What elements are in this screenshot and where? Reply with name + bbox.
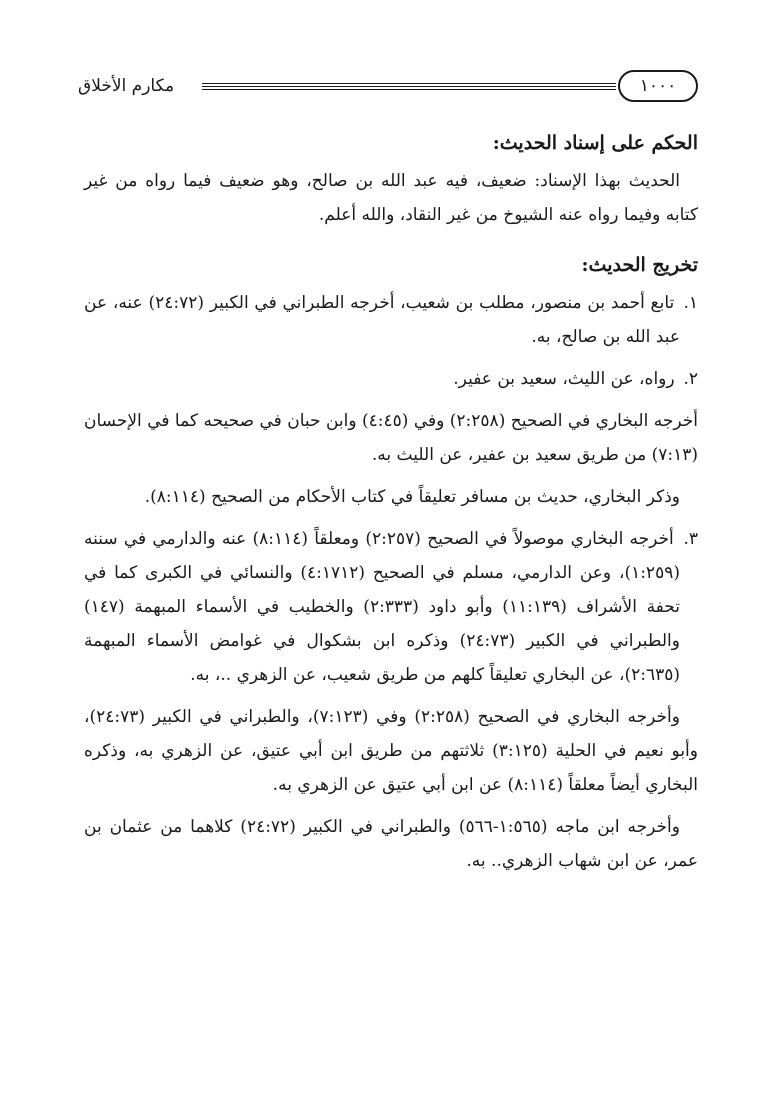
list-item-3 — [84, 522, 698, 692]
paragraph-bukhari-taliq: وذكر البخاري، حديث بن مسافر تعليقاً في كتاب الأحكام من الصحيح (٨:١١٤). — [144, 487, 680, 507]
paragraph-bukhari-ibn-hibban: أخرجه البخاري في الصحيح (٢:٢٥٨) وفي (٤:٤٥) وابن حبان في صحيحه كما في الإحسان (٧:١٣) من طريق سعيد بن عفير، عن الليث به. — [84, 411, 699, 465]
list-number: ١. — [683, 293, 698, 313]
heading-ruling: الحكم على إسناد الحديث: — [492, 132, 698, 154]
page-number: ١٠٠٠ — [618, 70, 698, 102]
list-item-text: أخرجه البخاري موصولاً في الصحيح (٢:٢٥٧) ومعلقاً (٨:١١٤) عنه والدارمي في سننه (١:٢٥٩)، وعن الدارمي، مسلم في الصحيح (٤:١٧١٢) والنسائي في الكبرى كما في تحفة الأشراف (١١:١٣٩) وأبو داود (٢:٣٣٣) والخطيب في الأسماء المبهمة (١٤٧) والطبراني في الكبير (٢٤:٧٣) وذكره ابن بشكوال في غوامض الأسماء المبهمة (٢:٦٣٥)، عن البخاري تعليقاً كلهم من طريق شعيب، عن الزهري ..، به. — [84, 529, 680, 685]
list-number: ٢. — [683, 369, 698, 389]
page-content — [84, 118, 698, 886]
running-header — [78, 70, 698, 106]
heading-takhrij: تخريج الحديث: — [581, 254, 698, 276]
list-item-2 — [84, 362, 698, 396]
list-item-1 — [84, 286, 698, 354]
paragraph-ibn-majah: وأخرجه ابن ماجه (١:٥٦٥-٥٦٦) والطبراني في الكبير (٢٤:٧٢) كلاهما من عثمان بن عمر، عن ابن شهاب الزهري.. به. — [84, 817, 698, 871]
ruling-paragraph: الحديث بهذا الإسناد: ضعيف، فيه عبد الله بن صالح، وهو ضعيف فيما رواه من غير كتابه وفيما رواه عنه الشيوخ من غير النقاد، والله أعلم. — [84, 171, 698, 225]
list-number: ٣. — [683, 529, 698, 549]
header-rule — [202, 83, 616, 93]
book-title: مكارم الأخلاق — [78, 76, 175, 96]
list-item-text: رواه، عن الليث، سعيد بن عفير. — [453, 369, 675, 389]
list-item-text: تابع أحمد بن منصور، مطلب بن شعيب، أخرجه الطبراني في الكبير (٢٤:٧٢) عنه، عن عبد الله بن صالح، به. — [84, 293, 680, 347]
paragraph-ibn-abi-atiq: وأخرجه البخاري في الصحيح (٢:٢٥٨) وفي (٧:١٢٣)، والطبراني في الكبير (٢٤:٧٣)، وأبو نعيم في الحلية (٣:١٢٥) ثلاثتهم من طريق ابن أبي عتيق، عن الزهري به، وذكره البخاري أيضاً معلقاً (٨:١١٤) عن ابن أبي عتيق عن الزهري به. — [84, 707, 698, 795]
